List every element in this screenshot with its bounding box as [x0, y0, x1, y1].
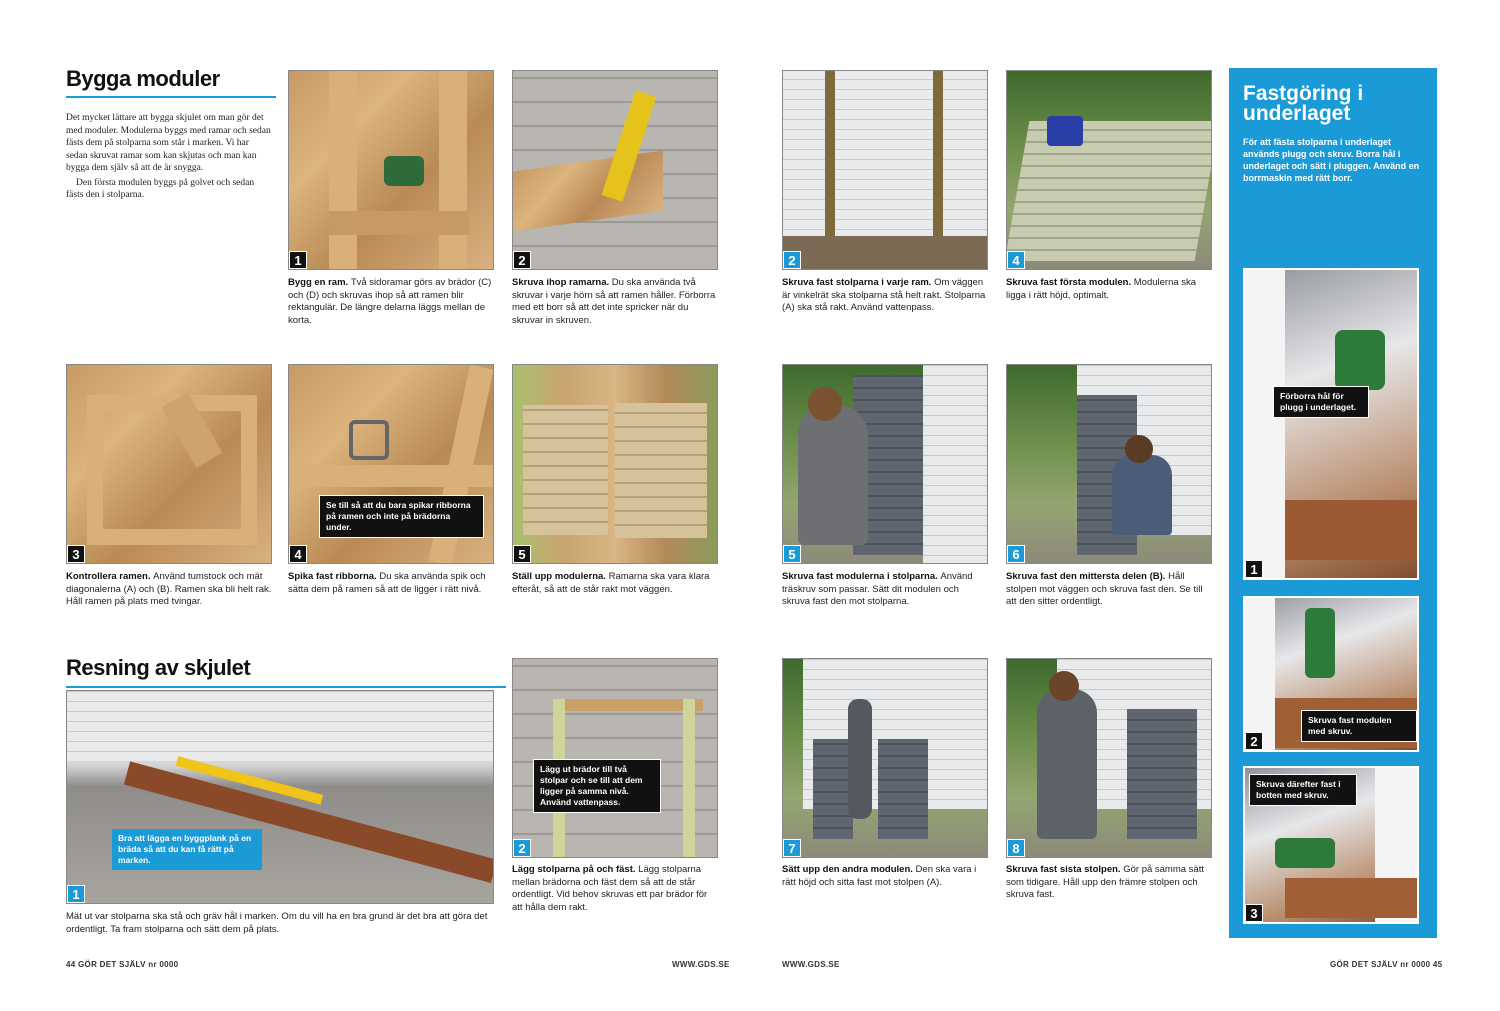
photo-resning-1	[66, 690, 494, 904]
step-number: 3	[67, 545, 85, 563]
caption-right-step-8	[1006, 864, 1212, 902]
step-number: 1	[1245, 560, 1263, 578]
sidebar-photo-2	[1243, 596, 1419, 752]
callout-resning-2: Lägg ut brädor till två stolpar och se till att dem ligger på samma nivå. Använd vattenpass.	[533, 759, 661, 813]
caption-title: Skruva fast stolparna i varje ram.	[782, 277, 935, 288]
photo-step-2	[512, 70, 718, 270]
photo-right-step-5	[782, 364, 988, 564]
sidebar-text: För att fästa stolparna i underlaget används plugg och skruv. Borra hål i underlaget och sätt i pluggen. Använd en borrmaskin med rätt borr.	[1243, 137, 1420, 183]
photo-right-step-6	[1006, 364, 1212, 564]
caption-title: Skruva ihop ramarna.	[512, 277, 612, 288]
step-number: 8	[1007, 839, 1025, 857]
caption-title: Skruva fast sista stolpen.	[1006, 864, 1124, 875]
sidebar-fastgoring	[1229, 68, 1437, 938]
caption-text: Ramarna ska vara klara efteråt, så att de står rakt mot väggen.	[512, 571, 710, 595]
caption-step-5	[512, 571, 718, 596]
footer-left-url: WWW.GDS.SE	[672, 960, 730, 969]
caption-step-1	[288, 277, 494, 327]
caption-right-step-5	[782, 571, 988, 609]
intro-paragraph: Den första modulen byggs på golvet och sedan fästs den i stolparna.	[66, 177, 255, 200]
sidebar-photo-3	[1243, 766, 1419, 924]
footer-right-folio: GÖR DET SJÄLV nr 0000 45	[1330, 960, 1443, 969]
intro-paragraph: Det mycket lättare att bygga skjulet om man gör det med moduler. Modulerna byggs med ramar och sedan fästs dem på stolparna som står i marken. Vi har sedan skruvat ramar som kan skjutas och man kan bygga dem själv så att de är snygga.	[66, 113, 271, 173]
caption-title: Skruva fast den mittersta delen (B).	[1006, 571, 1169, 582]
photo-right-step-4	[1006, 70, 1212, 270]
photo-right-step-8	[1006, 658, 1212, 858]
footer-left-folio: 44 GÖR DET SJÄLV nr 0000	[66, 960, 179, 969]
caption-text: Håll stolpen mot väggen och skruva fast den. Se till att den sitter ordentligt.	[1006, 571, 1203, 607]
caption-right-step-6	[1006, 571, 1212, 609]
caption-title: Lägg stolparna på och fäst.	[512, 864, 639, 875]
heading-resning: Resning av skjulet	[66, 655, 251, 680]
step-number: 2	[513, 839, 531, 857]
caption-text: Om väggen är vinkelrät ska stolparna stå helt rakt. Stolparna (A) ska stå rakt. Använd vattenpass.	[782, 277, 986, 313]
caption-title: Bygg en ram.	[288, 277, 351, 288]
caption-right-step-7	[782, 864, 988, 889]
sidebar-photo-1	[1243, 268, 1419, 580]
step-number: 1	[67, 885, 85, 903]
photo-step-1	[288, 70, 494, 270]
step-number: 5	[783, 545, 801, 563]
caption-title: Sätt upp den andra modulen.	[782, 864, 916, 875]
caption-title: Kontrollera ramen.	[66, 571, 154, 582]
caption-title: Skruva fast modulerna i stolparna.	[782, 571, 941, 582]
callout-step-4: Se till så att du bara spikar ribborna på ramen och inte på brädorna under.	[319, 495, 484, 538]
intro-text	[66, 112, 272, 202]
step-number: 3	[1245, 904, 1263, 922]
step-number: 2	[783, 251, 801, 269]
caption-text: Mät ut var stolparna ska stå och gräv hål i marken. Om du vill ha en bra grund är det bra att göra det ordentligt. Ta fram stolparna och sätt dem på plats.	[66, 911, 488, 935]
step-number: 1	[289, 251, 307, 269]
photo-step-5	[512, 364, 718, 564]
step-number: 5	[513, 545, 531, 563]
photo-right-step-2	[782, 70, 988, 270]
caption-text: Den ska vara i rätt höjd och sitta fast mot stolpen (A).	[782, 864, 977, 888]
caption-right-step-2	[782, 277, 988, 315]
sidebar-callout-2: Skruva fast modulen med skruv.	[1301, 710, 1417, 742]
caption-resning-1	[66, 911, 494, 936]
footer-right-url: WWW.GDS.SE	[782, 960, 840, 969]
sidebar-title: Fastgöring i underlaget	[1243, 82, 1364, 125]
caption-text: Du ska använda två skruvar i varje hörn så att ramen håller. Förborra med ett borr så att det inte spricker när du skruvar in skruven.	[512, 277, 716, 326]
caption-title: Spika fast ribborna.	[288, 571, 380, 582]
caption-text: Använd tumstock och mät diagonalerna (A) och (B). Ramen ska bli helt rak. Håll ramen på plats med tvingar.	[66, 571, 272, 607]
step-number: 6	[1007, 545, 1025, 563]
photo-step-3	[66, 364, 272, 564]
step-number: 7	[783, 839, 801, 857]
heading-rule	[66, 96, 276, 98]
caption-step-4	[288, 571, 494, 596]
step-number: 4	[289, 545, 307, 563]
callout-resning-1: Bra att lägga en byggplank på en bräda så att du kan få rätt på marken.	[112, 829, 262, 870]
step-number: 2	[1245, 732, 1263, 750]
caption-text: Två sidoramar görs av brädor (C) och (D) och skruvas ihop så att ramen blir rektangulär. De längre delarna läggs mellan de korta.	[288, 277, 492, 326]
caption-text: Lägg stolparna mellan brädorna och fäst dem så att de står ordentligt. Vid behov skruvas ett par brädor för att hålla dem rakt.	[512, 864, 708, 913]
caption-title: Ställ upp modulerna.	[512, 571, 609, 582]
caption-text: Gör på samma sätt som tidigare. Håll upp den främre stolpen och skruva fast.	[1006, 864, 1204, 900]
caption-text: Använd träskruv som passar. Sätt dit modulen och skruva fast den mot stolparna.	[782, 571, 973, 607]
caption-text: Du ska använda spik och sätta dem på ramen så att de ligger i rätt nivå.	[288, 571, 486, 595]
photo-right-step-7	[782, 658, 988, 858]
photo-resning-2	[512, 658, 718, 858]
caption-step-3	[66, 571, 272, 609]
heading-bygga-moduler: Bygga moduler	[66, 66, 220, 91]
step-number: 2	[513, 251, 531, 269]
photo-step-4	[288, 364, 494, 564]
caption-title: Skruva fast första modulen.	[1006, 277, 1134, 288]
caption-text: Modulerna ska ligga i rätt höjd, optimalt.	[1006, 277, 1197, 301]
sidebar-callout-1: Förborra hål för plugg i underlaget.	[1273, 386, 1369, 418]
caption-resning-2	[512, 864, 718, 914]
sidebar-callout-3: Skruva därefter fast i botten med skruv.	[1249, 774, 1357, 806]
caption-step-2	[512, 277, 718, 327]
caption-right-step-4	[1006, 277, 1212, 302]
heading-rule	[66, 686, 506, 688]
step-number: 4	[1007, 251, 1025, 269]
